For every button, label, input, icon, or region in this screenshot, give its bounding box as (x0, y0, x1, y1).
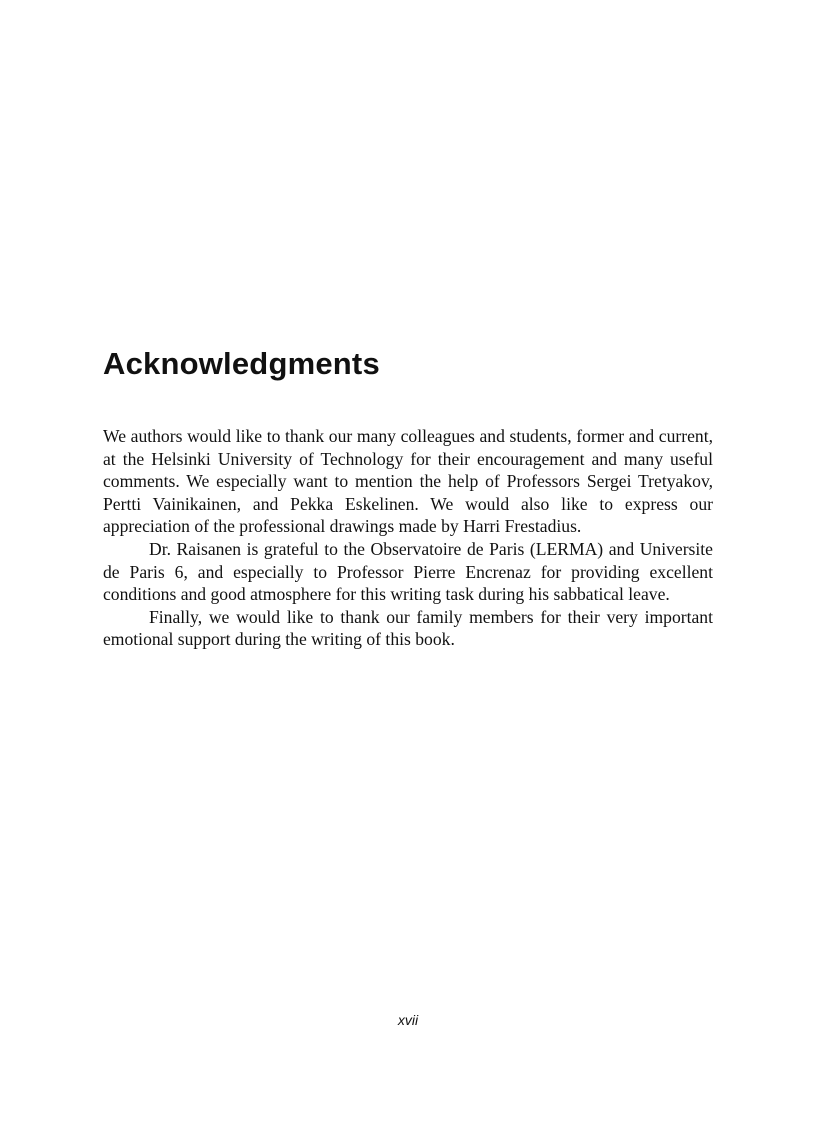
paragraph-1: We authors would like to thank our many colleagues and students, former and current, at the Helsinki University of Technology for their encouragement and many useful comments. We especially want to mention the help of Professors Sergei Tretyakov, Pertti Vainikainen, and Pekka Eskelinen. We would also like to express our appreciation of the professional drawings made by Harri Frestadius. (103, 426, 713, 537)
page-number: xvii (397, 1012, 419, 1028)
acknowledgments-body (103, 425, 713, 651)
paragraph-3: Finally, we would like to thank our family members for their very important emotional support during the writing of this book. (103, 606, 713, 650)
paragraph-2: Dr. Raisanen is grateful to the Observatoire de Paris (LERMA) and Universite de Paris 6, and especially to Professor Pierre Encrenaz for providing excellent conditions and good atmosphere for this writing task during his sabbatical leave. (103, 538, 713, 605)
page-title: Acknowledgments (103, 346, 380, 381)
